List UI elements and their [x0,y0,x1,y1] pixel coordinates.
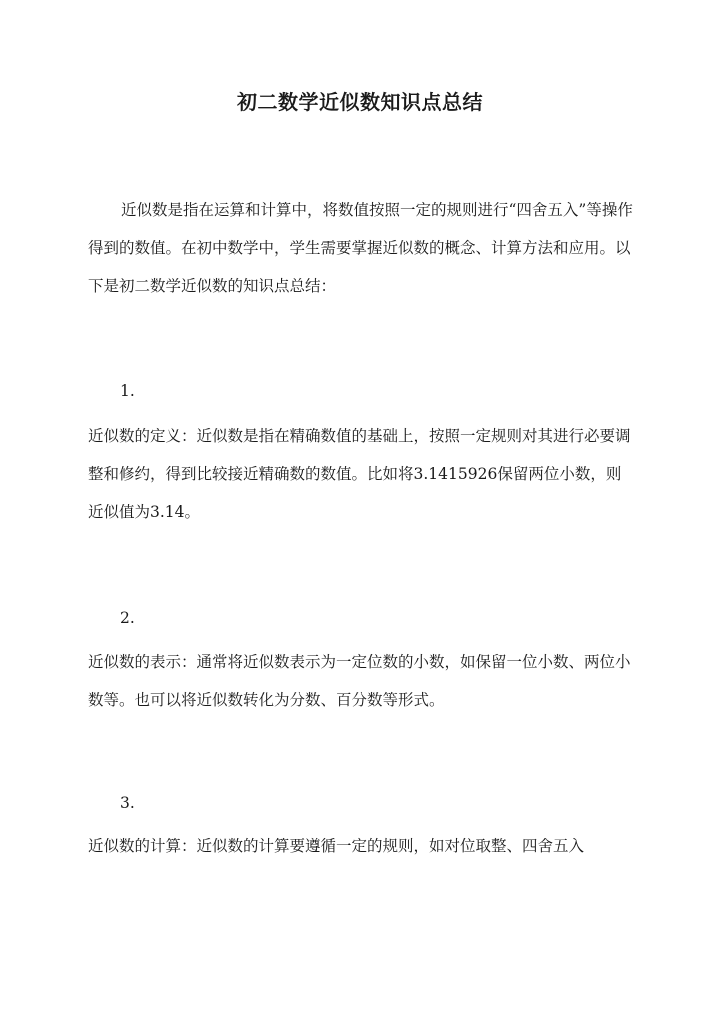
section-1-text: 近似数的定义：近似数是指在精确数值的基础上，按照一定规则对其进行必要调整和修约，得到比较接近精确数的数值。比如将3.1415926保留两位小数，则近似值为3.14。 [88,427,631,521]
section-2-number: 2. [120,609,135,627]
document-title: 初二数学近似数知识点总结 [237,90,483,114]
section-1-number: 1. [120,382,135,400]
section-3-number: 3. [120,794,135,812]
intro-paragraph: 近似数是指在运算和计算中，将数值按照一定的规则进行“四舍五入”等操作得到的数值。在初中数学中，学生需要掌握近似数的概念、计算方法和应用。以下是初二数学近似数的知识点总结： [88,201,633,295]
section-3-text: 近似数的计算：近似数的计算要遵循一定的规则，如对位取整、四舍五入 [88,837,585,855]
section-2-text: 近似数的表示：通常将近似数表示为一定位数的小数，如保留一位小数、两位小数等。也可以将近似数转化为分数、百分数等形式。 [88,653,631,709]
